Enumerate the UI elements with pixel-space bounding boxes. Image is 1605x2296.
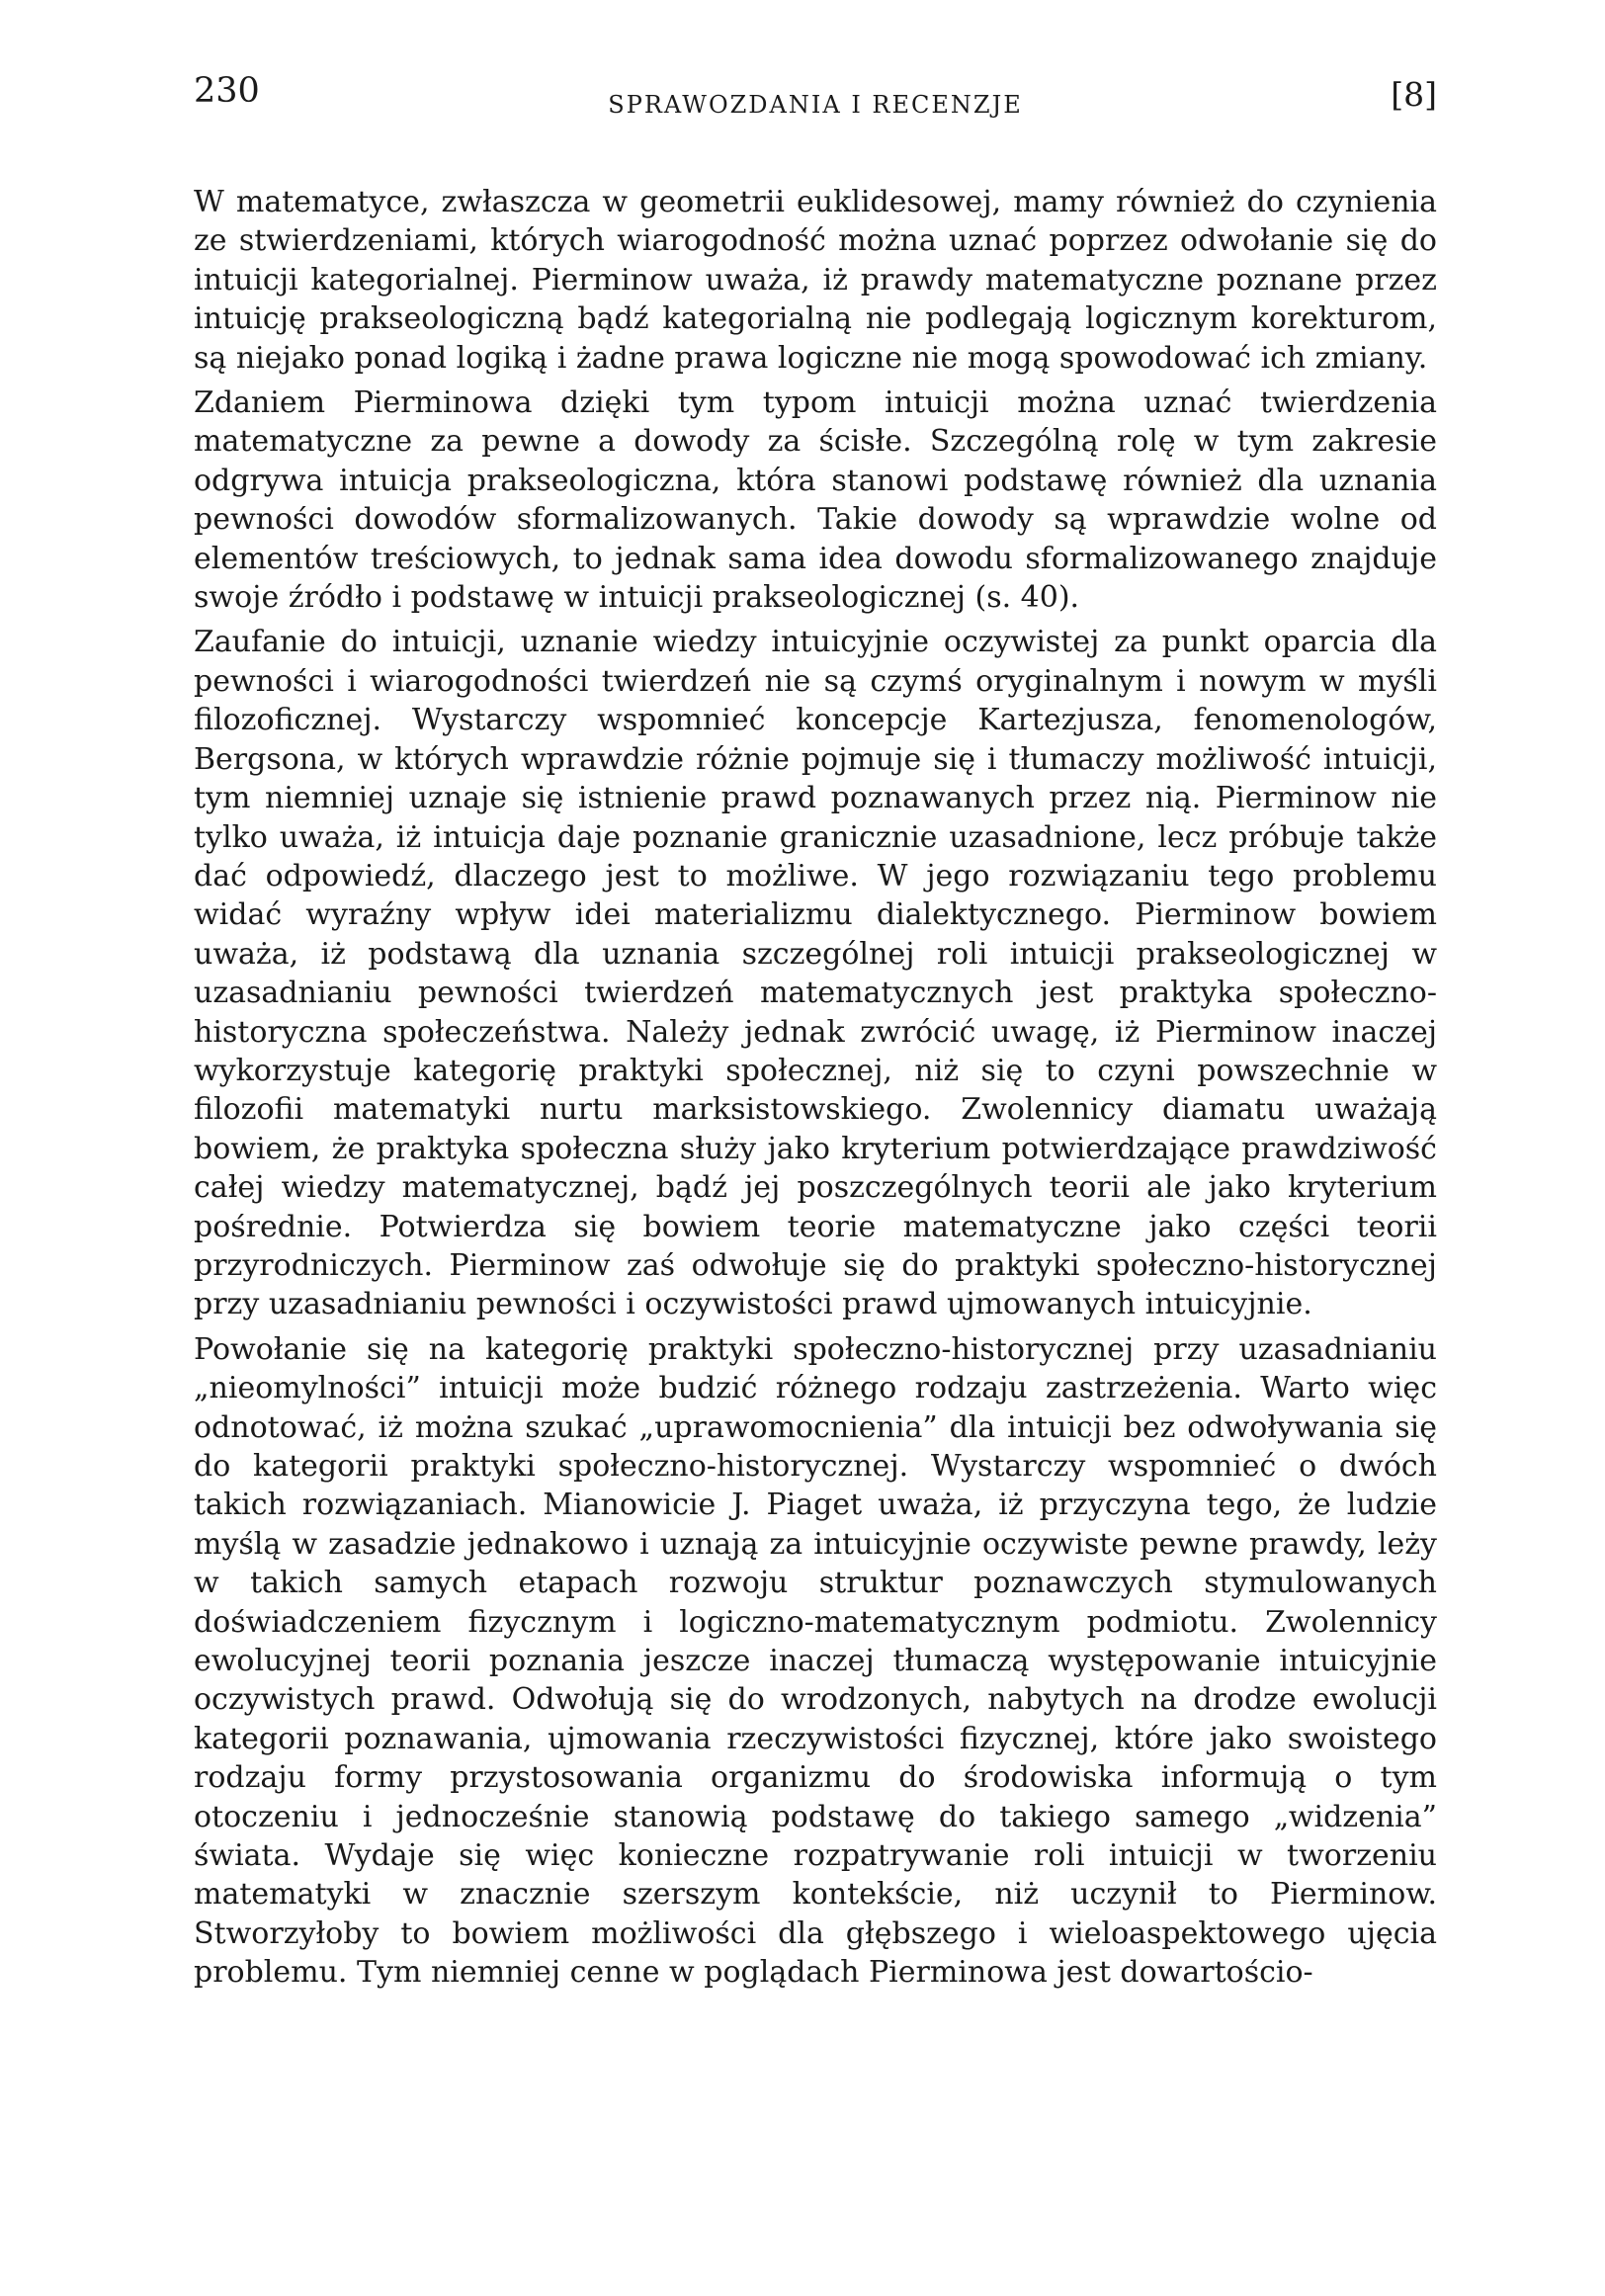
- page-header: [194, 71, 1437, 130]
- page-number: 230: [194, 71, 260, 111]
- running-head: SPRAWOZDANIA I RECENZJE: [608, 91, 1023, 119]
- paragraph-1: W matematyce, zwłaszcza w geometrii euklidesowej, mamy również do czynienia ze stwierdzeniami, których wiarogodność można uznać poprzez odwołanie się do intuicji kategorialnej. Pierminow uważa, iż prawdy matematyczne poznane przez intuicję prakseologiczną bądź kategorialną nie podlegają logicznym korekturom, są niejako ponad logiką i żadne prawa logiczne nie mogą spowodować ich zmiany.: [194, 185, 1437, 376]
- section-number: [8]: [1391, 75, 1437, 114]
- paragraph-2: Zdaniem Pierminowa dzięki tym typom intuicji można uznać twierdzenia matematyczne za pewne a dowody za ścisłe. Szczególną rolę w tym zakresie odgrywa intuicja prakseologiczna, która stanowi podstawę również dla uznania pewności dowodów sformalizowanych. Takie dowody są wprawdzie wolne od elementów treściowych, to jednak sama idea dowodu sformalizowanego znajduje swoje źródło i podstawę w intuicji prakseologicznej (s. 40).: [194, 385, 1437, 616]
- paragraph-3: Zaufanie do intuicji, uznanie wiedzy intuicyjnie oczywistej za punkt oparcia dla pewności i wiarogodności twierdzeń nie są czymś oryginalnym i nowym w myśli filozoficznej. Wystarczy wspomnieć koncepcje Kartezjusza, fenomenologów, Bergsona, w których wprawdzie różnie pojmuje się i tłumaczy możliwość intuicji, tym niemniej uznaje się istnienie prawd poznawanych przez nią. Pierminow nie tylko uważa, iż intuicja daje poznanie granicznie uzasadnione, lecz próbuje także dać odpowiedź, dlaczego jest to możliwe. W jego rozwiązaniu tego problemu widać wyraźny wpływ idei materializmu dialektycznego. Pierminow bowiem uważa, iż podstawą dla uznania szczególnej roli intuicji prakseologicznej w uzasadnianiu pewności twierdzeń matematycznych jest praktyka społeczno-historyczna społeczeństwa. Należy jednak zwrócić uwagę, iż Pierminow inaczej wykorzystuje kategorię praktyki społecznej, niż się to czyni powszechnie w filozofii matematyki nurtu marksistowskiego. Zwolennicy diamatu uważają bowiem, że praktyka społeczna służy jako kryterium potwierdzające prawdziwość całej wiedzy matematycznej, bądź jej poszczególnych teorii ale jako kryterium pośrednie. Potwierdza się bowiem teorie matematyczne jako części teorii przyrodniczych. Pierminow zaś odwołuje się do praktyki społeczno-historycznej przy uzasadnianiu pewności i oczywistości prawd ujmowanych intuicyjnie.: [194, 625, 1437, 1322]
- article-body: [194, 183, 1437, 1998]
- paragraph-4: Powołanie się na kategorię praktyki społeczno-historycznej przy uzasadnianiu „nieomylności” intuicji może budzić różnego rodzaju zastrzeżenia. Warto więc odnotować, iż można szukać „uprawomocnienia” dla intuicji bez odwoływania się do kategorii praktyki społeczno-historycznej. Wystarczy wspomnieć o dwóch takich rozwiązaniach. Mianowicie J. Piaget uważa, iż przyczyna tego, że ludzie myślą w zasadzie jednakowo i uznają za intuicyjnie oczywiste pewne prawdy, leży w takich samych etapach rozwoju struktur poznawczych stymulowanych doświadczeniem fizycznym i logiczno-matematycznym podmiotu. Zwolennicy ewolucyjnej teorii poznania jeszcze inaczej tłumaczą występowanie intuicyjnie oczywistych prawd. Odwołują się do wrodzonych, nabytych na drodze ewolucji kategorii poznawania, ujmowania rzeczywistości fizycznej, które jako swoistego rodzaju formy przystosowania organizmu do środowiska informują o tym otoczeniu i jednocześnie stanowią podstawę do takiego samego „widzenia” świata. Wydaje się więc konieczne rozpatrywanie roli intuicji w tworzeniu matematyki w znacznie szerszym kontekście, niż uczynił to Pierminow. Stworzyłoby to bowiem możliwości dla głębszego i wieloaspektowego ujęcia problemu. Tym niemniej cenne w poglądach Pierminowa jest dowartościo-: [194, 1331, 1437, 1991]
